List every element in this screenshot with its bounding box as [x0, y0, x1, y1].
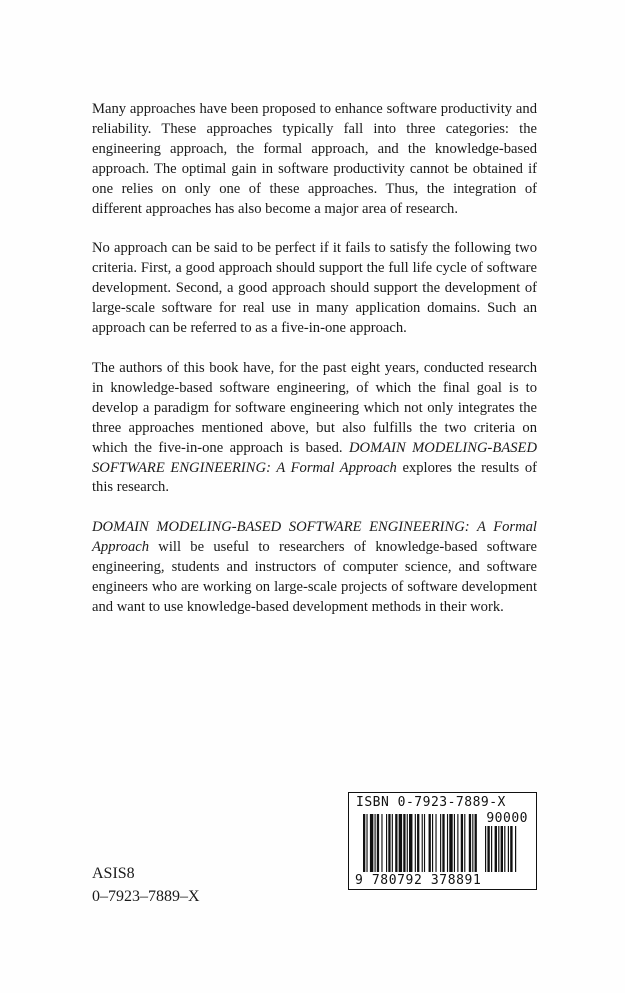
blurb-paragraph-4 — [92, 518, 537, 618]
barcode-bar — [399, 814, 402, 872]
blurb-paragraph-1 — [92, 100, 537, 219]
barcode-bar — [386, 814, 387, 872]
barcode-bar — [472, 814, 473, 872]
book-title-italic: DOMAIN MODELING-BASED SOFTWARE ENGINEERING: A Formal Approach — [92, 439, 537, 476]
isbn-plain: 0–7923–7889–X — [92, 888, 200, 905]
barcode-addon-bar — [487, 826, 489, 872]
barcode-bar — [429, 814, 431, 872]
barcode-addon-bar — [504, 826, 505, 872]
catalog-codes — [92, 862, 200, 908]
catalog-number: ASIS8 — [92, 865, 135, 882]
barcode-addon-bar — [495, 826, 497, 872]
barcode-addon-bar — [508, 826, 509, 872]
barcode-bar — [403, 814, 405, 872]
barcode-bar — [464, 814, 465, 872]
barcode-bar — [432, 814, 433, 872]
barcode-bar — [461, 814, 463, 872]
blurb-paragraph-3-tail: explores the results of this research. — [92, 459, 537, 496]
barcode-bars — [363, 814, 531, 876]
barcode-bar — [424, 814, 425, 872]
barcode-bar — [388, 814, 390, 872]
blurb-paragraph-4-text: will be useful to researchers of knowledge-based software engineering, students and instructors of computer science, and software engineers who are working on large-scale projects of software development and want to use knowledge-based development methods in their work. — [92, 539, 537, 615]
barcode-bar — [457, 814, 458, 872]
barcode-bar — [392, 814, 393, 872]
barcode-bar — [370, 814, 373, 872]
barcode-bar — [440, 814, 441, 872]
barcode-bar — [442, 814, 444, 872]
barcode-bar — [435, 814, 436, 872]
barcode-addon-bar — [491, 826, 492, 872]
blurb-text — [92, 100, 537, 638]
book-title-italic: DOMAIN MODELING-BASED SOFTWARE ENGINEERING: A Formal Approach — [92, 519, 537, 556]
barcode-addon-bar — [515, 826, 516, 872]
barcode-bar — [469, 814, 471, 872]
barcode-addon-number: 90000 — [486, 811, 528, 826]
blurb-paragraph-2-text: No approach can be said to be perfect if it fails to satisfy the following two criteria. First, a good approach should support the full life cycle of software development. Second, a good approach should support the development of large-scale software for real use in many application domains. Such an approach can be referred to as a five-in-one approach. — [92, 240, 537, 337]
barcode-bar — [454, 814, 455, 872]
barcode-bar — [375, 814, 376, 872]
barcode-ean-digits: 9 780792 378891 — [355, 873, 482, 888]
blurb-paragraph-2 — [92, 239, 537, 339]
barcode-bar — [407, 814, 408, 872]
barcode-bar — [417, 814, 419, 872]
isbn-barcode — [348, 792, 537, 890]
blurb-paragraph-3-text: The authors of this book have, for the past eight years, conducted research in knowledge-based software engineering, of which the final goal is to develop a paradigm for software engineering which not only integrates the three approaches mentioned above, but also fulfills the two criteria on which the five-in-one approach is based. — [92, 359, 537, 456]
barcode-bar — [449, 814, 452, 872]
blurb-paragraph-3 — [92, 359, 537, 498]
barcode-bar — [395, 814, 397, 872]
barcode-isbn-label: ISBN 0-7923-7889-X — [356, 795, 506, 810]
barcode-bar — [381, 814, 382, 872]
barcode-bar — [422, 814, 423, 872]
blurb-paragraph-1-text: Many approaches have been proposed to enhance software productivity and reliability. These approaches typically fall into three categories: the engineering approach, the formal approach, and the knowledge-based approach. The optimal gain in software productivity cannot be obtained if one relies on only one of these approaches. Thus, the integration of different approaches has also become a major area of research. — [92, 101, 537, 217]
barcode-addon-bar — [498, 826, 499, 872]
barcode-bar — [409, 814, 412, 872]
barcode-bar — [377, 814, 379, 872]
barcode-bar — [415, 814, 416, 872]
barcode-addon-bar — [501, 826, 503, 872]
barcode-addon-bar — [510, 826, 512, 872]
barcode-bar — [475, 814, 477, 872]
barcode-bar — [363, 814, 365, 872]
barcode-bar — [447, 814, 448, 872]
barcode-bar — [366, 814, 367, 872]
barcode-addon-bar — [485, 826, 486, 872]
